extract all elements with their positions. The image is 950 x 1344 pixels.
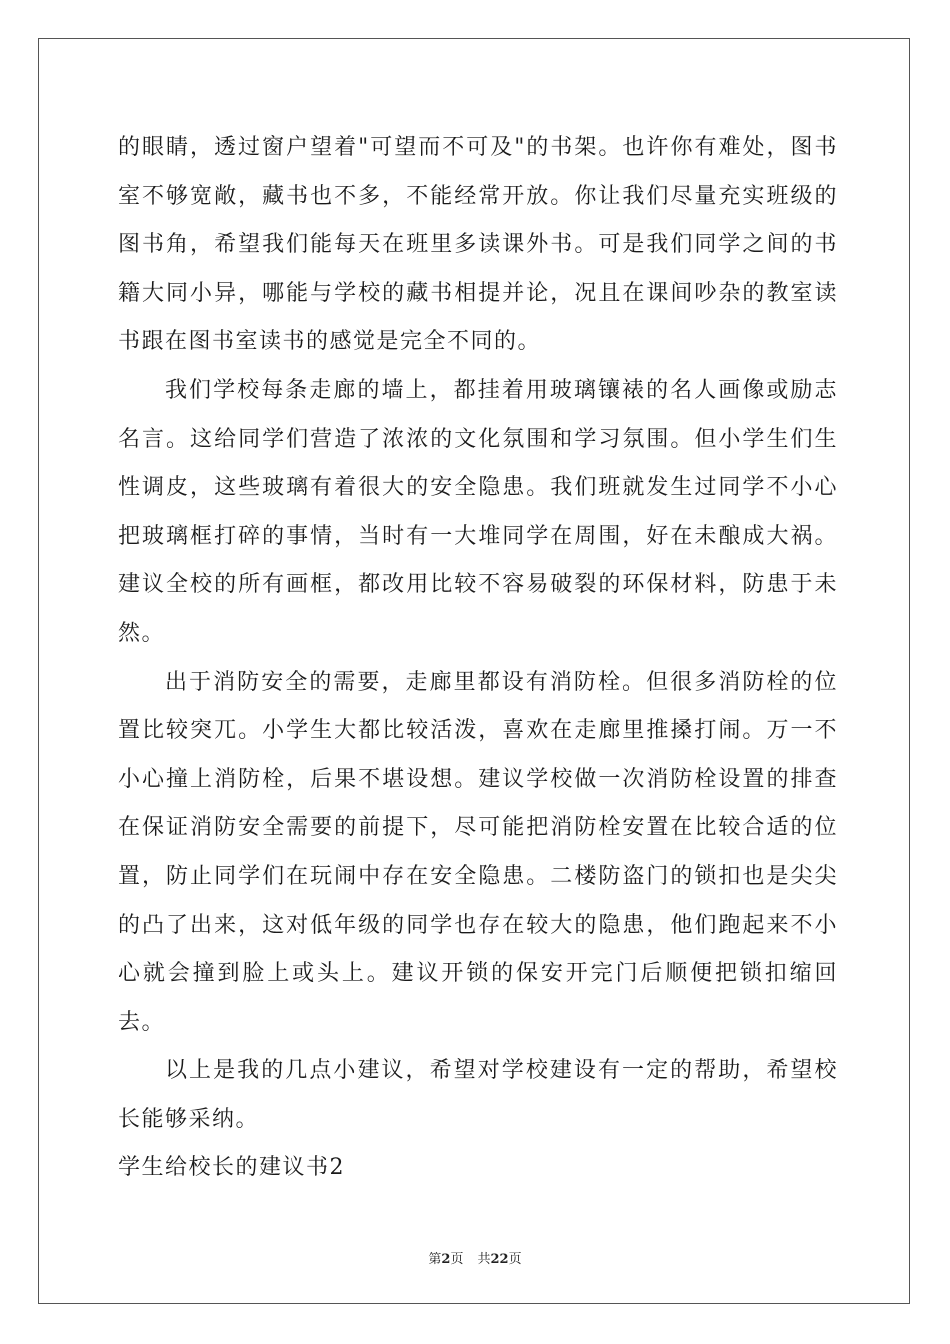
section-title: 学生给校长的建议书2 xyxy=(118,1155,345,1181)
footer-total-suffix: 页 xyxy=(508,1252,522,1267)
paragraph-conclusion: 以上是我的几点小建议，希望对学校建设有一定的帮助，希望校长能够采纳。 xyxy=(118,1058,838,1132)
footer-total-prefix: 共 xyxy=(477,1252,491,1267)
footer-total-pages: 22 xyxy=(490,1252,509,1267)
footer-page-number: 2 xyxy=(441,1252,451,1267)
footer-page-prefix: 第 xyxy=(428,1252,442,1267)
paragraph-fire-hydrants: 出于消防安全的需要，走廊里都设有消防栓。但很多消防栓的位置比较突兀。小学生大都比较活泼，喜欢在走廊里推搡打闹。万一不小心撞上消防栓，后果不堪设想。建议学校做一次消防栓设置的排查在保证消防安全需要的前提下，尽可能把消防栓安置在比较合适的位置，防止同学们在玩闹中存在安全隐患。二楼防盗门的锁扣也是尖尖的凸了出来，这对低年级的同学也存在较大的隐患，他们跑起来不小心就会撞到脸上或头上。建议开锁的保安开完门后顺便把锁扣缩回去。 xyxy=(118,669,838,1035)
paragraph-library: 的眼睛，透过窗户望着"可望而不可及"的书架。也许你有难处，图书室不够宽敞，藏书也不多，不能经常开放。你让我们尽量充实班级的图书角，希望我们能每天在班里多读课外书。可是我们同学之间的书籍大同小异，哪能与学校的藏书相提并论，况且在课间吵杂的教室读书跟在图书室读书的感觉是完全不同的。 xyxy=(118,135,838,355)
page-footer xyxy=(0,1248,950,1267)
paragraph-glass-frames: 我们学校每条走廊的墙上，都挂着用玻璃镶裱的名人画像或励志名言。这给同学们营造了浓浓的文化氛围和学习氛围。但小学生们生性调皮，这些玻璃有着很大的安全隐患。我们班就发生过同学不小心把玻璃框打碎的事情，当时有一大堆同学在周围，好在未酿成大祸。建议全校的所有画框，都改用比较不容易破裂的环保材料，防患于未然。 xyxy=(118,377,838,646)
document-body xyxy=(118,124,838,1193)
footer-page-suffix: 页 xyxy=(450,1252,464,1267)
